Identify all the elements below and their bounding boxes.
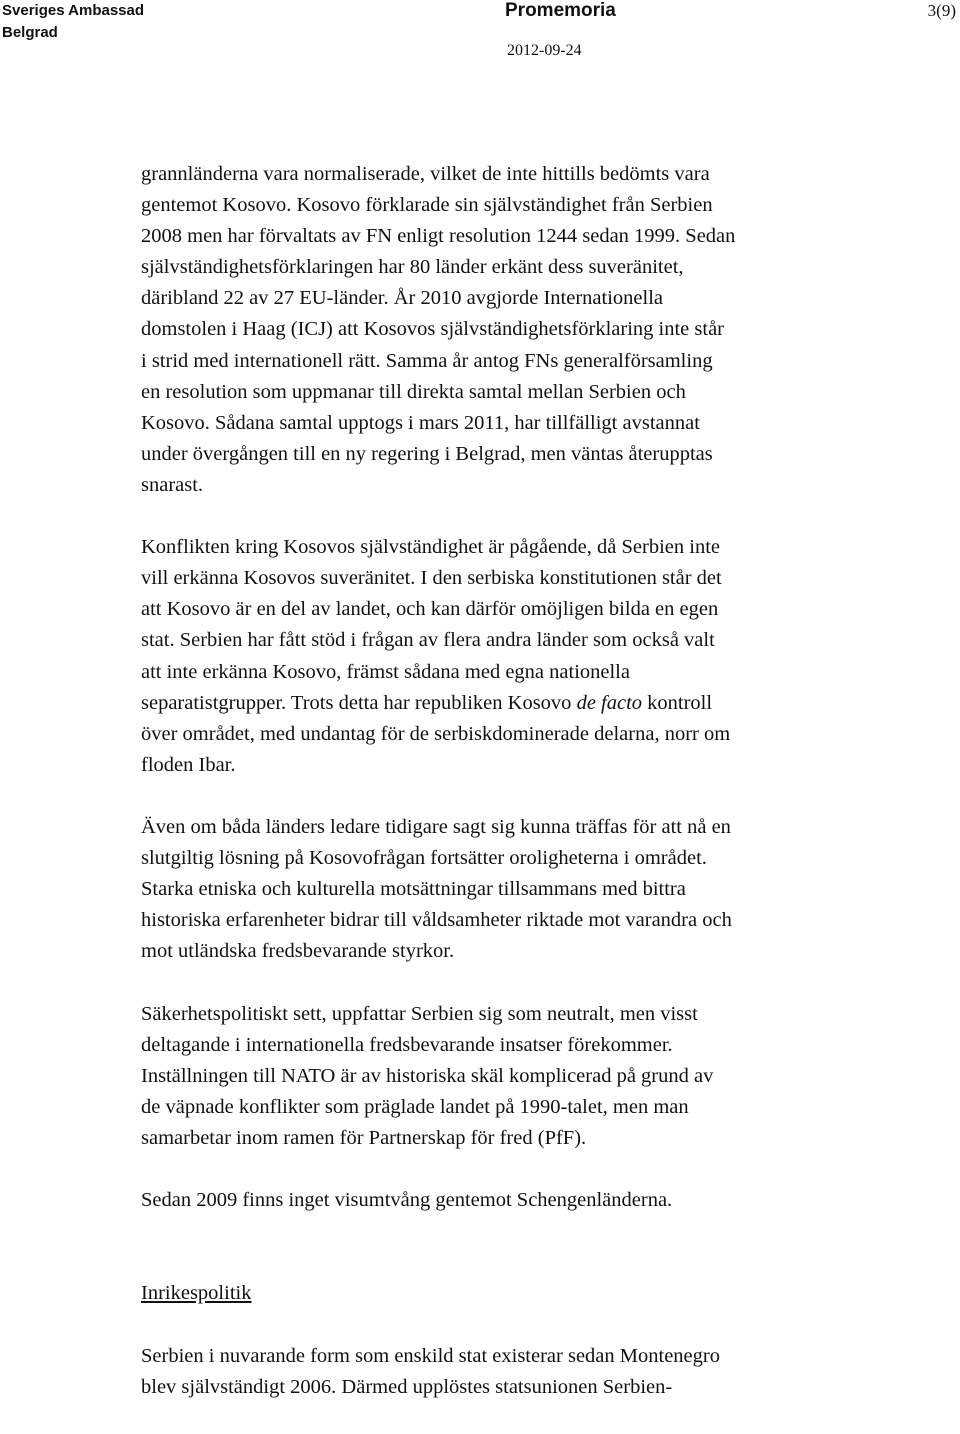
text-line: en resolution som uppmanar till direkta samtal mellan Serbien och: [141, 380, 686, 403]
text-line: Starka etniska och kulturella motsättningar tillsammans med bittra: [141, 878, 686, 901]
text-line: att Kosovo är en del av landet, och kan därför omöjligen bilda en egen: [141, 598, 719, 621]
text-line: under övergången till en ny regering i Belgrad, men väntas återupptas: [141, 442, 713, 465]
section-spacer: [141, 1247, 846, 1278]
section-heading-inrikespolitik: Inrikespolitik: [141, 1282, 252, 1305]
document-type: Promemoria: [505, 0, 616, 21]
text-line: Inställningen till NATO är av historiska skäl komplicerad på grund av: [141, 1064, 714, 1087]
text-line: gentemot Kosovo. Kosovo förklarade sin självständighet från Serbien: [141, 194, 713, 217]
text-line: samarbetar inom ramen för Partnerskap för fred (PfF).: [141, 1126, 587, 1149]
text-line: deltagande i internationella fredsbevarande insatser förekommer.: [141, 1033, 673, 1056]
text-line: Kosovo. Sådana samtal upptogs i mars 2011, har tillfälligt avstannat: [141, 411, 700, 434]
document-body: [141, 159, 846, 1434]
text-line: snarast.: [141, 473, 204, 496]
document-date: 2012-09-24: [507, 42, 582, 59]
text-line: de väpnade konflikter som präglade landet på 1990-talet, men man: [141, 1095, 689, 1118]
text-line: mot utländska fredsbevarande styrkor.: [141, 940, 455, 963]
text-line: Konflikten kring Kosovos självständighet är pågående, då Serbien inte: [141, 536, 720, 559]
text-line: i strid med internationell rätt. Samma år antog FNs generalförsamling: [141, 349, 713, 372]
paragraph-security-policy: [141, 999, 846, 1154]
text-line: grannländerna vara normaliserade, vilket de inte hittills bedömts vara: [141, 163, 710, 185]
text-line: Sedan 2009 finns inget visumtvång gentemot Schengenländerna.: [141, 1189, 673, 1212]
paragraph-unrest: [141, 812, 846, 967]
org-name: Sveriges Ambassad: [2, 2, 145, 19]
text-line: blev självständigt 2006. Därmed upplöstes statsunionen Serbien-: [141, 1375, 673, 1398]
paragraph-kosovo-status: [141, 159, 846, 501]
org-city: Belgrad: [2, 24, 58, 41]
text-line: Även om båda länders ledare tidigare sagt sig kunna träffas för att nå en: [141, 815, 731, 838]
text-line: floden Ibar.: [141, 753, 236, 776]
page-number: 3(9): [927, 1, 956, 20]
text-line: 2008 men har förvaltats av FN enligt resolution 1244 sedan 1999. Sedan: [141, 225, 736, 248]
text-line: att inte erkänna Kosovo, främst sådana med egna nationella: [141, 660, 630, 683]
document-header-org: [2, 0, 144, 44]
text-line: däribland 22 av 27 EU-länder. År 2010 avgjorde Internationella: [141, 287, 664, 310]
text-segment: kontroll: [642, 691, 713, 714]
text-line: historiska erfarenheter bidrar till våldsamheter riktade mot varandra och: [141, 909, 732, 932]
text-line: slutgiltig lösning på Kosovofrågan fortsätter oroligheterna i området.: [141, 847, 707, 870]
text-line: Säkerhetspolitiskt sett, uppfattar Serbien sig som neutralt, men visst: [141, 1002, 698, 1025]
text-line: Serbien i nuvarande form som enskild stat existerar sedan Montenegro: [141, 1344, 720, 1367]
paragraph-domestic-politics: [141, 1341, 846, 1403]
text-line: [141, 688, 846, 719]
text-segment: separatistgrupper. Trots detta har republiken Kosovo: [141, 691, 577, 714]
text-line: stat. Serbien har fått stöd i frågan av flera andra länder som också valt: [141, 629, 715, 652]
text-line: vill erkänna Kosovos suveränitet. I den serbiska konstitutionen står det: [141, 567, 722, 590]
text-line: domstolen i Haag (ICJ) att Kosovos självständighetsförklaring inte står: [141, 318, 725, 341]
paragraph-visa: [141, 1185, 846, 1216]
text-line: över området, med undantag för de serbiskdominerade delarna, norr om: [141, 722, 731, 745]
paragraph-kosovo-conflict: [141, 532, 846, 781]
text-line: självständighetsförklaringen har 80 länder erkänt dess suveränitet,: [141, 256, 684, 279]
italic-term: de facto: [576, 691, 643, 714]
